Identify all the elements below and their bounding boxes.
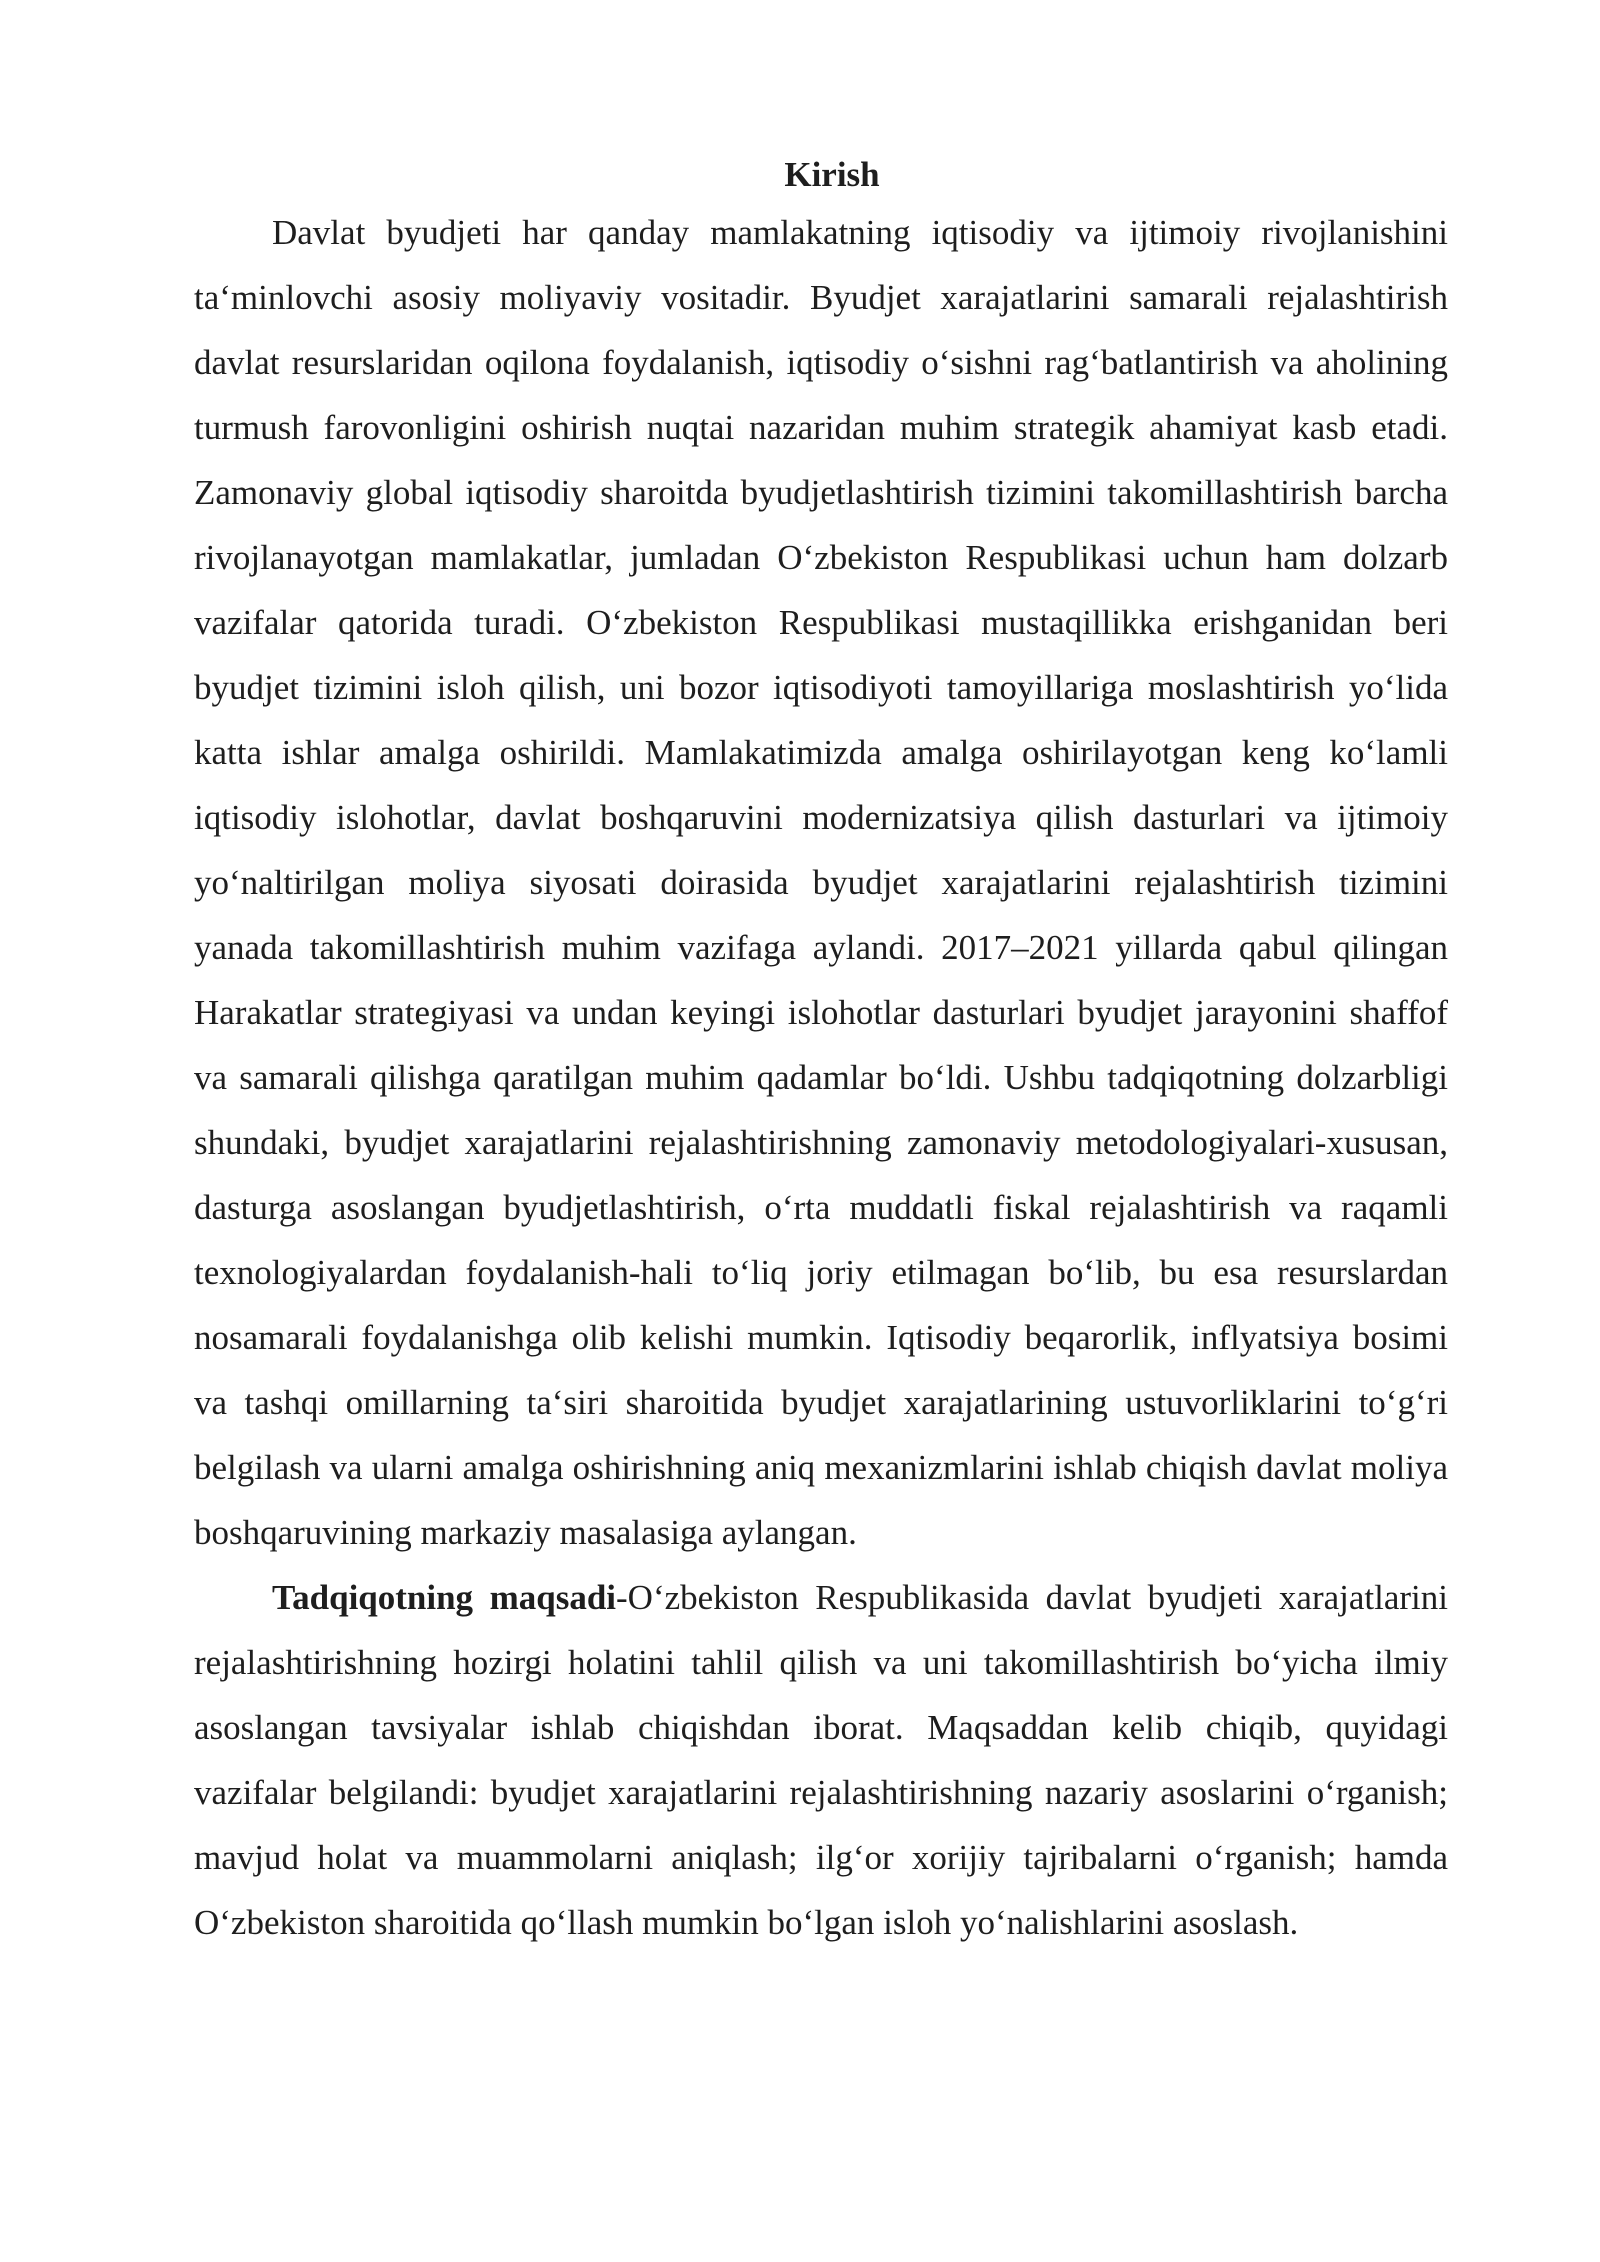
paragraph-introduction	[194, 200, 1448, 1565]
page-title: Kirish	[784, 155, 880, 194]
document-body	[194, 150, 1448, 1955]
paragraph-research-goal	[194, 1565, 1448, 1955]
paragraph-text: Davlat byudjeti har qanday mamlakatning iqtisodiy va ijtimoiy rivojlanishini ta‘minlovchi asosiy moliyaviy vositadir. Byudjet xarajatlarini samarali rejalashtirish davlat resurslaridan oqilona foydalanish, iqtisodiy o‘sishni rag‘batlantirish va aholining turmush farovonligini oshirish nuqtai nazaridan muhim strategik ahamiyat kasb etadi. Zamonaviy global iqtisodiy sharoitda byudjetlashtirish tizimini takomillashtirish barcha rivojlanayotgan mamlakatlar, jumladan O‘zbekiston Respublikasi uchun ham dolzarb vazifalar qatorida turadi. O‘zbekiston Respublikasi mustaqillikka erishganidan beri byudjet tizimini isloh qilish, uni bozor iqtisodiyoti tamoyillariga moslashtirish yo‘lida katta ishlar amalga oshirildi. Mamlakatimizda amalga oshirilayotgan keng ko‘lamli iqtisodiy islohotlar, davlat boshqaruvini modernizatsiya qilish dasturlari va ijtimoiy yo‘naltirilgan moliya siyosati doirasida byudjet xarajatlarini rejalashtirish tizimini yanada takomillashtirish muhim vazifaga aylandi. 2017–2021 yillarda qabul qilingan Harakatlar strategiyasi va undan keyingi islohotlar dasturlari byudjet jarayonini shaffof va samarali qilishga qaratilgan muhim qadamlar bo‘ldi. Ushbu tadqiqotning dolzarbligi shundaki, byudjet xarajatlarini rejalashtirishning zamonaviy metodologiyalari-xususan, dasturga asoslangan byudjetlashtirish, o‘rta muddatli fiskal rejalashtirish va raqamli texnologiyalardan foydalanish-hali to‘liq joriy etilmagan bo‘lib, bu esa resurslardan nosamarali foydalanishga olib kelishi mumkin. Iqtisodiy beqarorlik, inflyatsiya bosimi va tashqi omillarning ta‘siri sharoitida byudjet xarajatlarining ustuvorliklarini to‘g‘ri belgilash va ularni amalga oshirishning aniq mexanizmlarini ishlab chiqish davlat moliya boshqaruvining markaziy masalasiga aylangan.	[194, 213, 1448, 1552]
paragraph-text: -O‘zbekiston Respublikasida davlat byudjeti xarajatlarini rejalashtirishning hozirgi holatini tahlil qilish va uni takomillashtirish bo‘yicha ilmiy asoslangan tavsiyalar ishlab chiqishdan iborat. Maqsaddan kelib chiqib, quyidagi vazifalar belgilandi: byudjet xarajatlarini rejalashtirishning nazariy asoslarini o‘rganish; mavjud holat va muammolarni aniqlash; ilg‘or xorijiy tajribalarni o‘rganish; hamda O‘zbekiston sharoitida qo‘llash mumkin bo‘lgan isloh yo‘nalishlarini asoslash.	[194, 1578, 1448, 1942]
paragraph-lead-term: Tadqiqotning maqsadi	[272, 1578, 617, 1617]
